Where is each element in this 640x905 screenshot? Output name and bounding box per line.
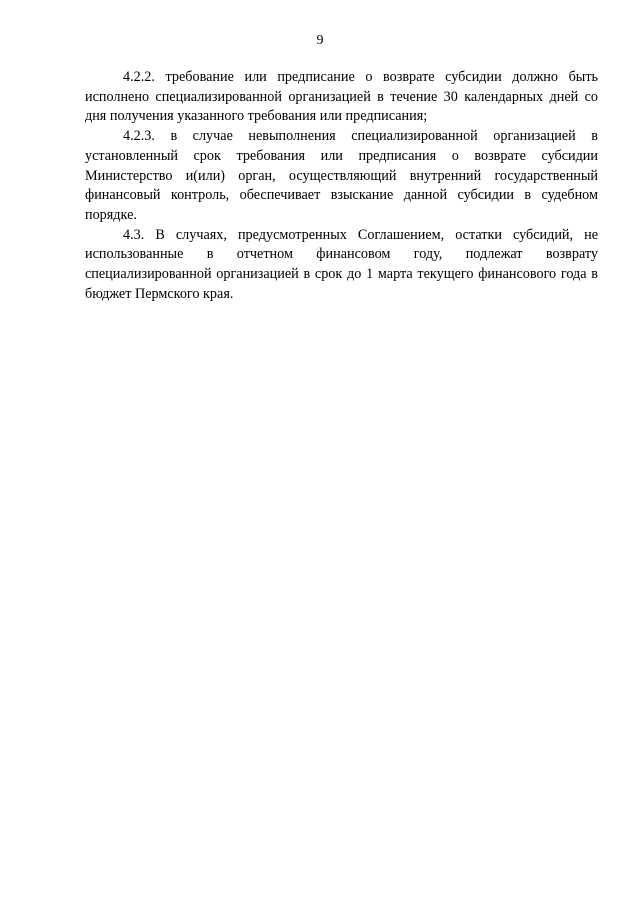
- document-body: [85, 68, 598, 304]
- page-number: 9: [316, 33, 324, 48]
- paragraph-4-2-2: 4.2.2. требование или предписание о возврате субсидии должно быть исполнено специализированной организацией в течение 30 календарных дней со дня получения указанного требования или предписания;: [85, 69, 598, 125]
- paragraph-4-3: 4.3. В случаях, предусмотренных Соглашением, остатки субсидий, не использованные в отчетном финансовом году, подлежат возврату специализированной организацией в срок до 1 марта текущего финансового года в бюджет Пермского края.: [85, 226, 598, 302]
- paragraph-4-2-3: 4.2.3. в случае невыполнения специализированной организацией в установленный срок требования или предписания о возврате субсидии Министерство и(или) орган, осуществляющий внутренний государственный финансовый контроль, обеспечивает взыскание данной субсидии в судебном порядке.: [85, 128, 598, 223]
